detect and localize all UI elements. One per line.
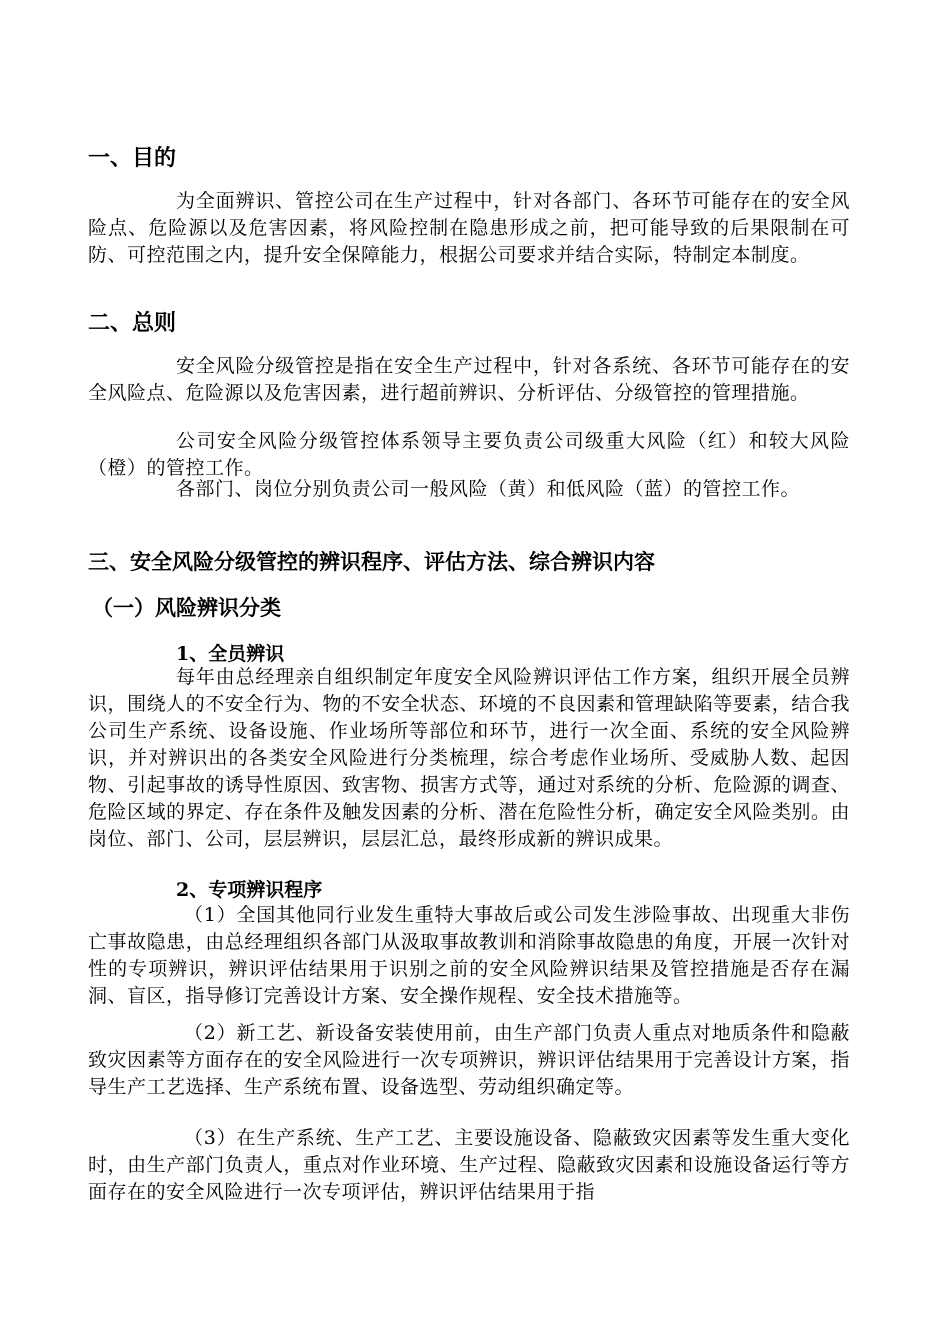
paragraph-general-1: 安全风险分级管控是指在安全生产过程中，针对各系统、各环节可能存在的安全风险点、危险源以及危害因素，进行超前辨识、分析评估、分级管控的管理措施。 — [88, 355, 850, 404]
paragraph-special-2: （2）新工艺、新设备安装使用前，由生产部门负责人重点对地质条件和隐蔽致灾因素等方面存在的安全风险进行一次专项辨识，辨识评估结果用于完善设计方案，指导生产工艺选择、生产系统布置、设备选型、劳动组织确定等。 — [88, 1022, 850, 1098]
paragraph-special-1: （1）全国其他同行业发生重特大事故后或公司发生涉险事故、出现重大非伤亡事故隐患，由总经理组织各部门从汲取事故教训和消除事故隐患的角度，开展一次针对性的专项辨识，辨识评估结果用于识别之前的安全风险辨识结果及管控措施是否存在漏洞、盲区，指导修订完善设计方案、安全操作规程、安全技术措施等。 — [88, 904, 850, 1007]
section-heading-purpose: 一、目的 — [88, 145, 177, 171]
item-title-special-identification: 2、专项辨识程序 — [176, 879, 323, 901]
subsection-heading-risk-classification: （一）风险辨识分类 — [92, 595, 281, 620]
paragraph-special-3: （3）在生产系统、生产工艺、主要设施设备、隐蔽致灾因素等发生重大变化时，由生产部门负责人，重点对作业环境、生产过程、隐蔽致灾因素和设施设备运行等方面存在的安全风险进行一次专项评估，辨识评估结果用于指 — [88, 1127, 850, 1203]
paragraph-purpose: 为全面辨识、管控公司在生产过程中，针对各部门、各环节可能存在的安全风险点、危险源以及危害因素，将风险控制在隐患形成之前，把可能导致的后果限制在可防、可控范围之内，提升安全保障能力，根据公司要求并结合实际，特制定本制度。 — [88, 190, 850, 266]
paragraph-general-3: 各部门、岗位分别负责公司一般风险（黄）和低风险（蓝）的管控工作。 — [176, 478, 801, 500]
paragraph-general-2: 公司安全风险分级管控体系领导主要负责公司级重大风险（红）和较大风险（橙）的管控工作。 — [88, 430, 850, 479]
section-heading-general: 二、总则 — [88, 310, 177, 336]
item-title-full-identification: 1、全员辨识 — [176, 643, 285, 665]
paragraph-full-identification: 每年由总经理亲自组织制定年度安全风险辨识评估工作方案，组织开展全员辨识，围绕人的不安全行为、物的不安全状态、环境的不良因素和管理缺陷等要素，结合我公司生产系统、设备设施、作业场所等部位和环节，进行一次全面、系统的安全风险辨识，并对辨识出的各类安全风险进行分类梳理，综合考虑作业场所、受威胁人数、起因物、引起事故的诱导性原因、致害物、损害方式等，通过对系统的分析、危险源的调查、危险区域的界定、存在条件及触发因素的分析、潜在危险性分析，确定安全风险类别。由岗位、部门、公司，层层辨识，层层汇总，最终形成新的辨识成果。 — [88, 666, 850, 850]
section-heading-identification: 三、安全风险分级管控的辨识程序、评估方法、综合辨识内容 — [88, 549, 655, 574]
